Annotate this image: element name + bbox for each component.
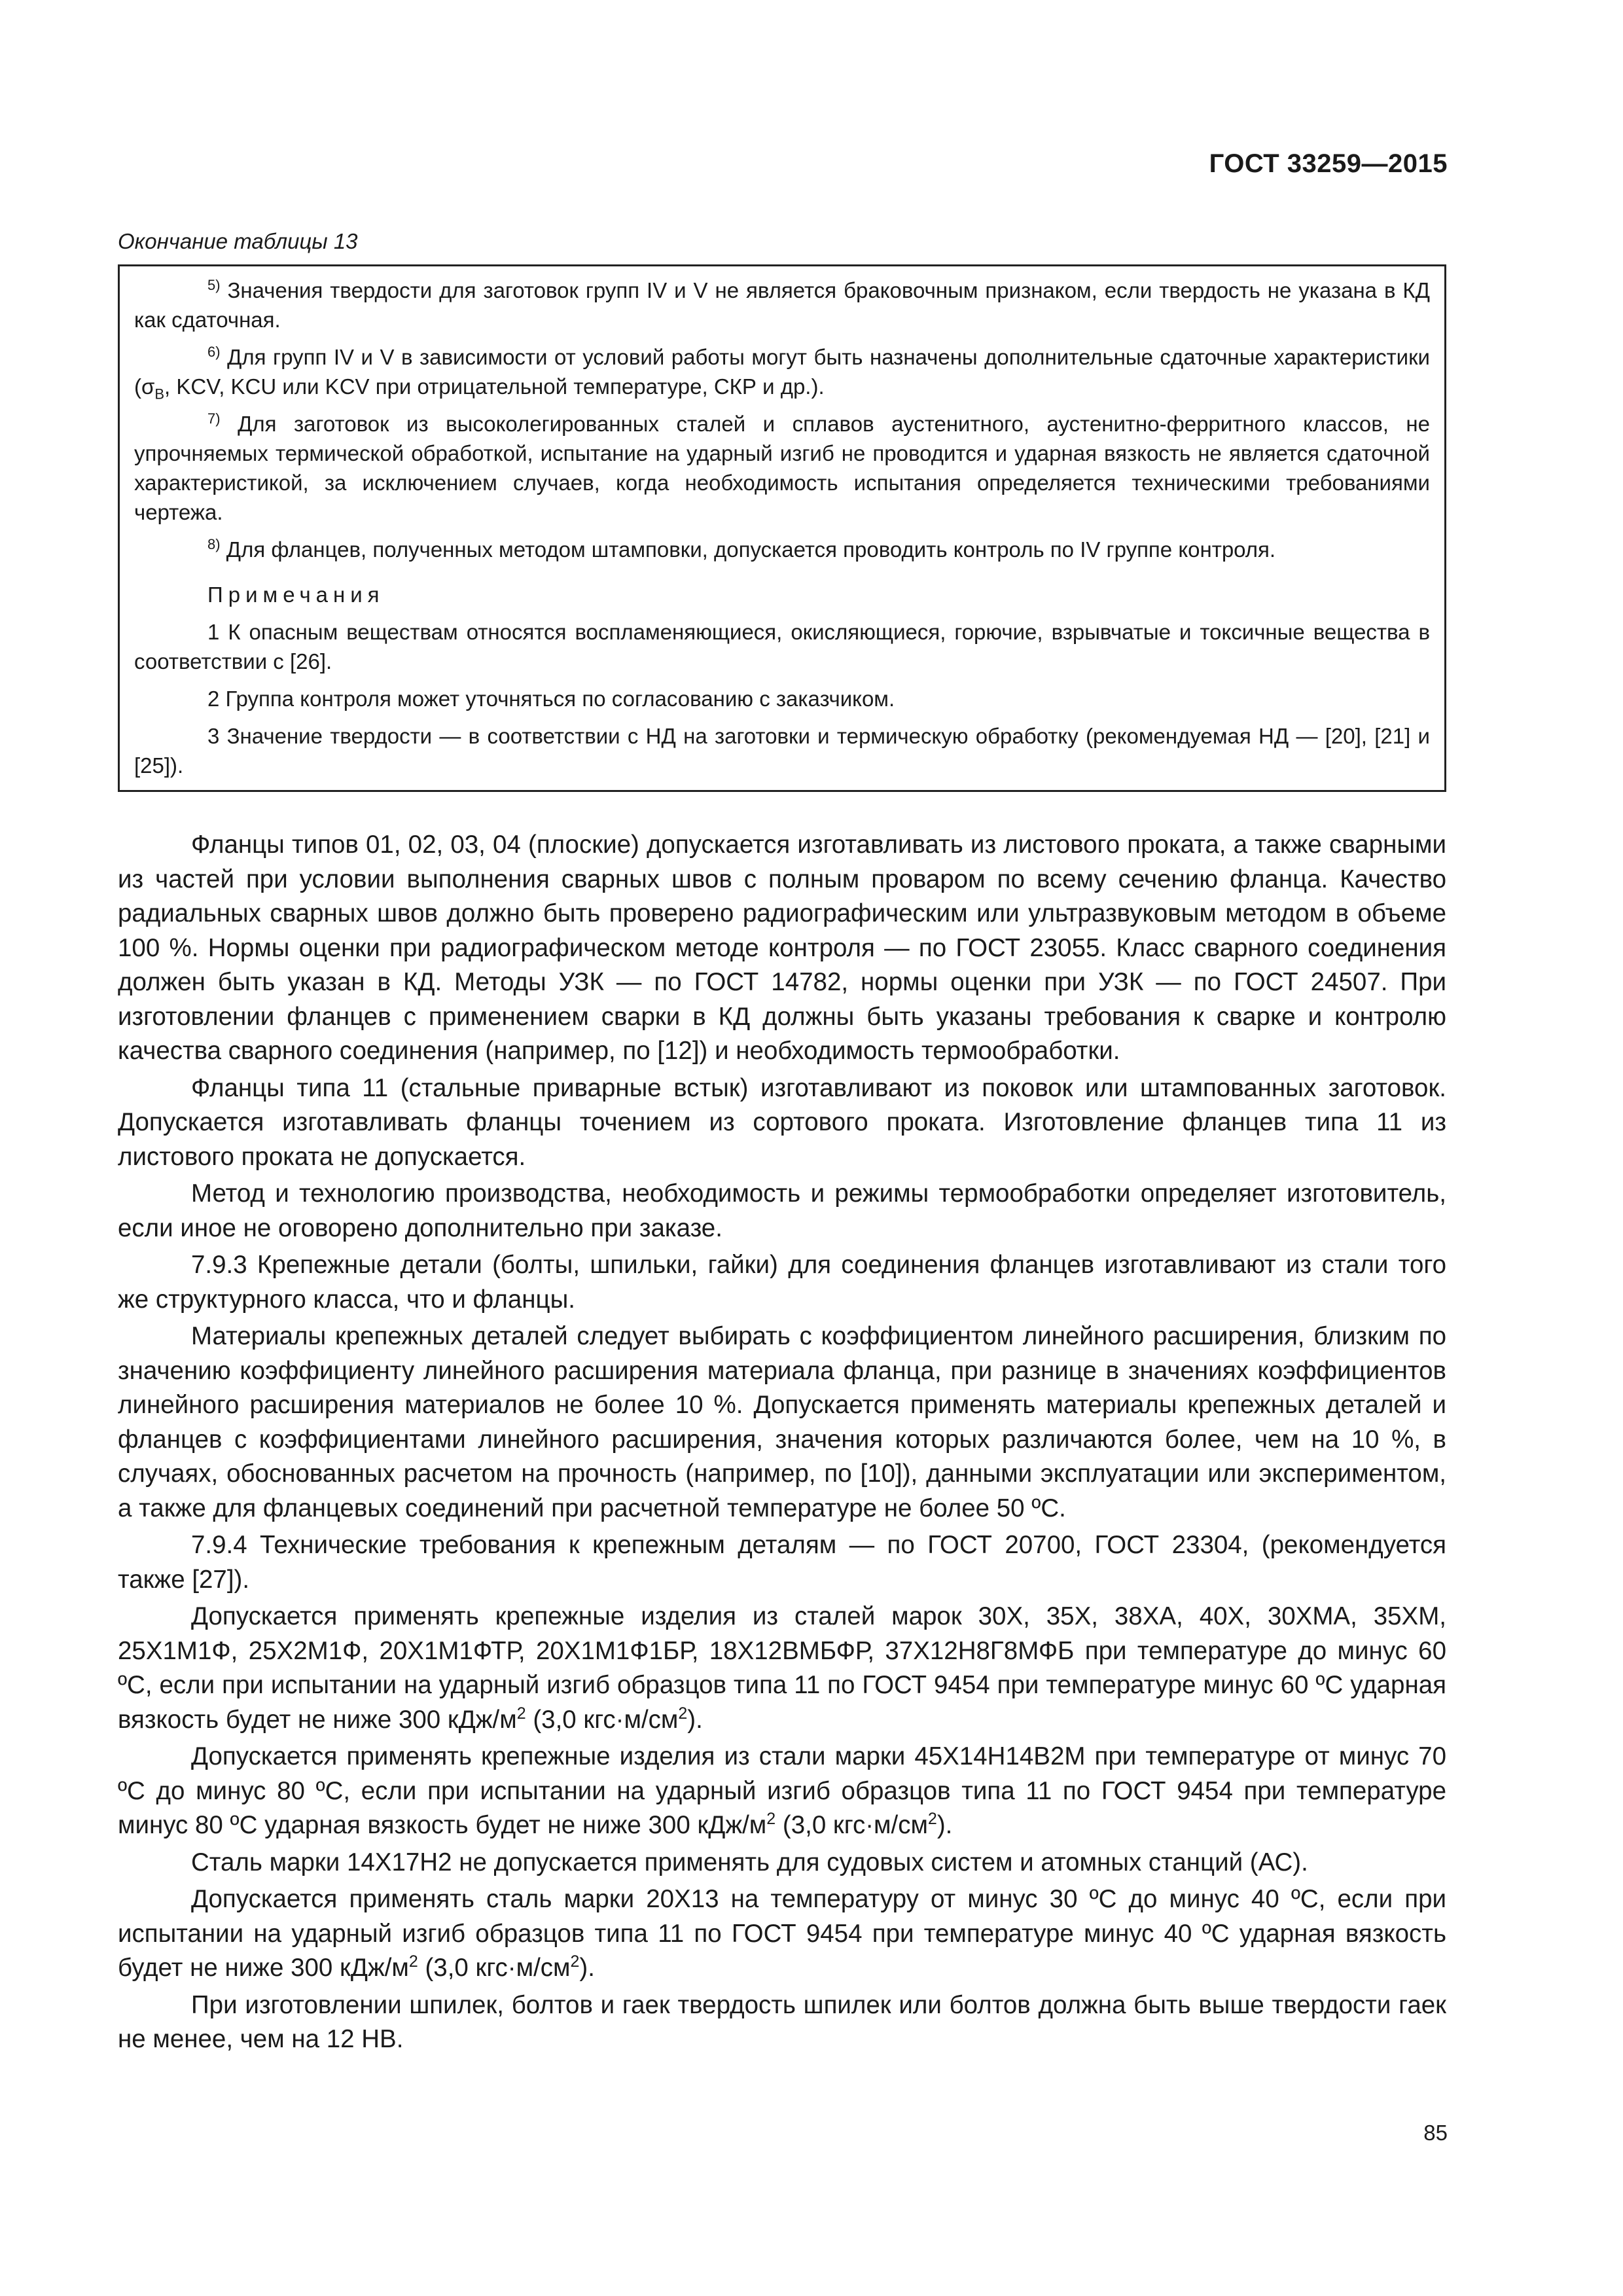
paragraph: Фланцы типа 11 (стальные приварные встык) изготавливают из поковок или штампованных заготовок. Допускается изготавливать фланцы точением из сортового проката. Изготовление фланцев типа 11 из листового проката не допускается. [118,1073,1446,1171]
table-continuation-caption: Окончание таблицы 13 [118,229,358,253]
paragraph: 7.9.4 Технические требования к крепежным деталям — по ГОСТ 20700, ГОСТ 23304, (рекомендуется также [27]). [118,1531,1446,1594]
table-note: 3 Значение твердости — в соответствии с НД на заготовки и термическую обработку (рекомендуемая НД — [20], [21] и [25]). [134,724,1430,778]
paragraph: Фланцы типов 01, 02, 03, 04 (плоские) допускается изготавливать из листового проката, а также сварными из частей при условии выполнения сварных швов с полным проваром по всему сечению фланца. Качество радиальных сварных швов должно быть проверено радиографическим или ультразвуковым методом в объеме 100 %. Нормы оценки при радиографическом методе контроля — по ГОСТ 23055. Класс сварного соединения должен быть указан в КД. Методы УЗК — по ГОСТ 14782, нормы оценки при УЗК — по ГОСТ 24507. При изготовлении фланцев с применением сварки в КД должны быть указаны требования к сварке и контролю качества сварного соединения (например, по [12]) и необходимость термообработки. [118,831,1446,1065]
notes-heading: Примечания [207,583,385,607]
page-number: 85 [1423,2121,1448,2145]
paragraph: 7.9.3 Крепежные детали (болты, шпильки, гайки) для соединения фланцев изготавливают из стали того же структурного класса, что и фланцы. [118,1251,1446,1314]
table-footnote: $^{8)}$ Для фланцев, полученных методом штамповки, допускается проводить контроль по IV группе контроля. [207,536,1276,562]
table-note: 2 Группа контроля может уточняться по согласованию с заказчиком. [207,687,895,711]
paragraph: При изготовлении шпилек, болтов и гаек твердость шпилек или болтов должна быть выше твердости гаек не менее, чем на 12 НВ. [118,1990,1446,2053]
table-footnote: $^{5)}$ Значения твердости для заготовок групп IV и V не является браковочным признаком, если твердость не указана в КД как сдаточная. [134,277,1430,332]
table-footnotes-box [118,264,1446,792]
paragraph: Допускается применять крепежные изделия из сталей марок 30Х, 35Х, 38ХА, 40Х, 30ХМА, 35ХМ, 25Х1М1Ф, 25Х2М1Ф, 20Х1М1ФТР, 20Х1М1Ф1БР, 18Х12ВМБФР, 37Х12Н8Г8МФБ при температуре до минус 60 ºС, если при испытании на ударный изгиб образцов типа 11 по ГОСТ 9454 при температуре минус 60 ºС ударная вязкость будет не ниже 300 кДж/$м^2$ (3,0 $кгс\cdot м/см^2$). [118,1602,1446,1734]
paragraph: Метод и технологию производства, необходимость и режимы термообработки определяет изготовитель, если иное не оговорено дополнительно при заказе. [118,1179,1446,1242]
body-text [118,828,1446,2060]
paragraph: Материалы крепежных деталей следует выбирать с коэффициентом линейного расширения, близким по значению коэффициенту линейного расширения материала фланца, при разнице в значениях коэффициентов линейного расширения материалов не более 10 %. Допускается применять материалы крепежных деталей и фланцев с коэффициентами линейного расширения, значения которых различаются более, чем на 10 %, в случаях, обоснованных расчетом на прочность (например, по [10]), данными эксплуатации или экспериментом, а также для фланцевых соединений при расчетной температуре не более 50 ºС. [118,1322,1446,1522]
table-note: 1 К опасным веществам относятся воспламеняющиеся, окисляющиеся, горючие, взрывчатые и токсичные вещества в соответствии с [26]. [134,620,1430,673]
table-footnote: $^{7)}$ Для заготовок из высоколегированных сталей и сплавов аустенитного, аустенитно-ферритного классов, не упрочняемых термической обработкой, испытание на ударный изгиб не проводится и ударная вязкость не является сдаточной характеристикой, за исключением случаев, когда необходимость испытания определяется техническими требованиями чертежа. [134,410,1430,524]
paragraph: Допускается применять крепежные изделия из стали марки 45Х14Н14В2М при температуре от минус 70 ºС до минус 80 ºС, если при испытании на ударный изгиб образцов типа 11 по ГОСТ 9454 при температуре минус 80 ºС ударная вязкость будет не ниже 300 кДж/$м^2$ (3,0 $кгс\cdot м/см^2$). [118,1742,1446,1839]
table-footnote: $^{6)}$ Для групп IV и V в зависимости от условий работы могут быть назначены дополнительные сдаточные характеристики ($\sigma_В$, KCV, KCU или KCV при отрицательной температуре, СКР и др.). [134,344,1430,403]
paragraph: Допускается применять сталь марки 20Х13 на температуру от минус 30 ºС до минус 40 ºС, если при испытании на ударный изгиб образцов типа 11 по ГОСТ 9454 при температуре минус 40 ºС ударная вязкость будет не ниже 300 кДж/$м^2$ (3,0 $кгс\cdot м/см^2$). [118,1885,1446,1982]
standard-designation: ГОСТ 33259—2015 [1209,149,1448,178]
paragraph: Сталь марки 14Х17Н2 не допускается применять для судовых систем и атомных станций (АС). [191,1848,1308,1876]
